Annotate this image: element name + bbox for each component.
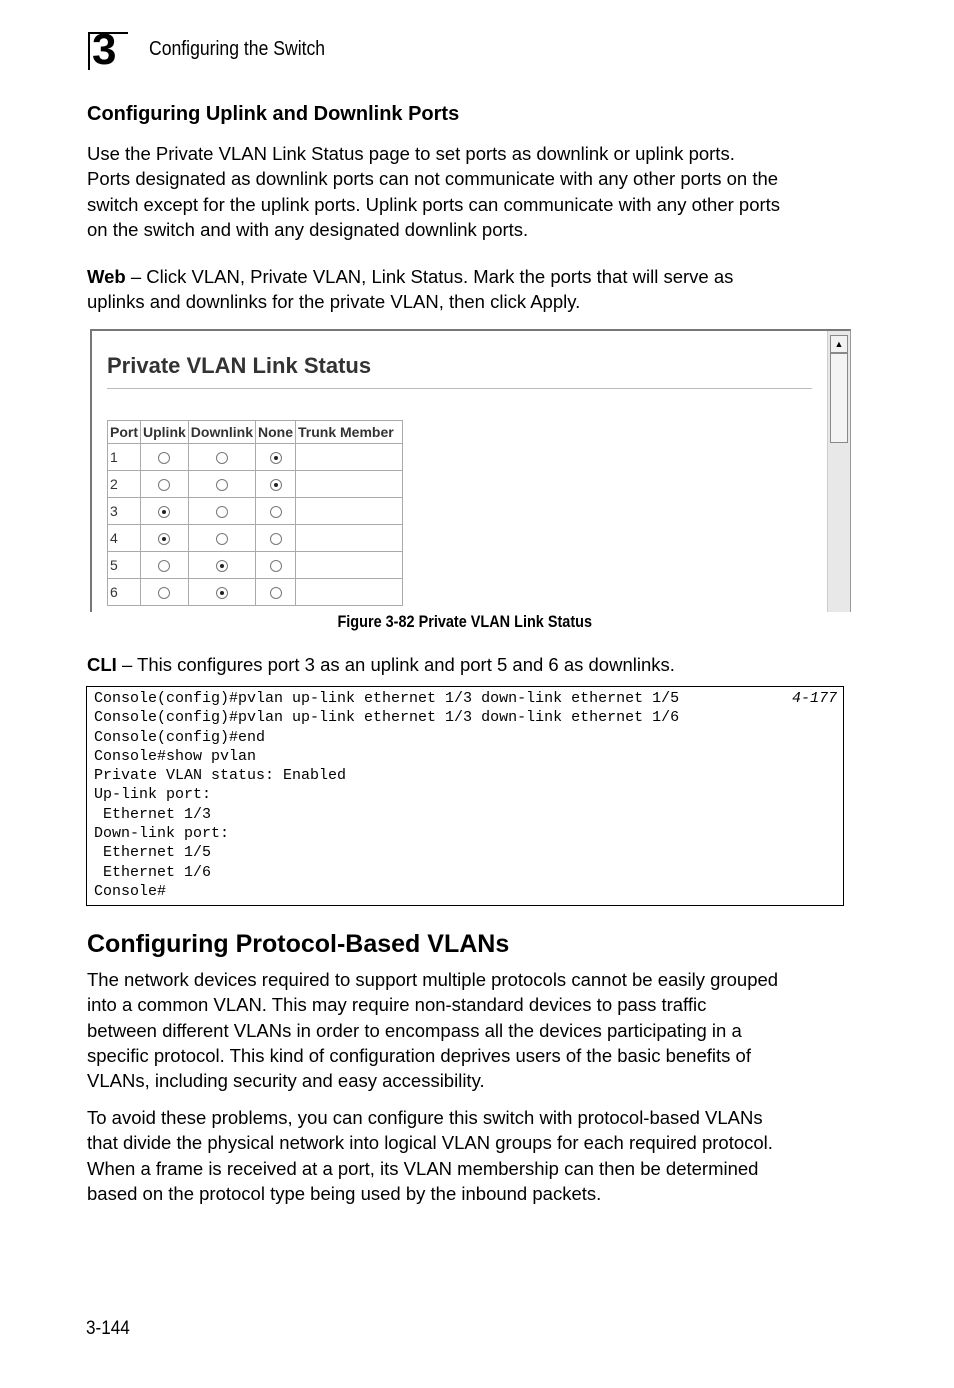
code-line: Ethernet 1/6 xyxy=(94,863,212,881)
code-line: Console(config)#pvlan up-link ethernet 1/3 down-link ethernet 1/6 xyxy=(94,709,680,727)
scroll-thumb[interactable] xyxy=(830,353,848,443)
private-vlan-screenshot xyxy=(90,329,851,612)
downlink-radio[interactable] xyxy=(216,479,228,491)
none-radio[interactable] xyxy=(270,506,282,518)
intro-line: on the switch and with any designated downlink ports. xyxy=(87,218,529,240)
none-radio[interactable] xyxy=(270,560,282,572)
downlink-radio[interactable] xyxy=(216,506,228,518)
web-label: Web xyxy=(87,266,126,287)
cli-description xyxy=(87,652,862,677)
trunk-member-cell xyxy=(296,525,403,552)
cli-text: – This configures port 3 as an uplink and port 5 and 6 as downlinks. xyxy=(116,654,675,675)
code-line: Console(config)#pvlan up-link ethernet 1/3 down-link ethernet 1/5 xyxy=(94,690,680,707)
web-line: uplinks and downlinks for the private VLAN, then click Apply. xyxy=(87,291,581,313)
port-number: 1 xyxy=(108,444,141,471)
trunk-member-cell xyxy=(296,579,403,606)
downlink-radio[interactable] xyxy=(216,560,228,572)
screenshot-page-title: Private VLAN Link Status xyxy=(107,353,372,378)
uplink-radio[interactable] xyxy=(158,560,170,572)
uplink-radio[interactable] xyxy=(158,452,170,464)
port-number: 4 xyxy=(108,525,141,552)
uplink-radio[interactable] xyxy=(158,506,170,518)
title-divider xyxy=(107,388,812,389)
web-line: – Click VLAN, Private VLAN, Link Status. Mark the ports that will serve as xyxy=(125,266,734,287)
table-row xyxy=(108,525,403,552)
intro-line: switch except for the uplink ports. Uplink ports can communicate with any other ports xyxy=(87,193,781,215)
code-line: Console(config)#end xyxy=(94,728,266,746)
table-row xyxy=(108,552,403,579)
intro-line: Use the Private VLAN Link Status page to set ports as downlink or uplink ports. xyxy=(87,143,735,164)
trunk-member-cell xyxy=(296,498,403,525)
scroll-up-arrow-icon[interactable]: ▲ xyxy=(830,335,848,353)
command-reference: 4-177 xyxy=(791,690,837,707)
table-row xyxy=(108,498,403,525)
column-header-uplink: Uplink xyxy=(141,421,189,444)
code-line: Private VLAN status: Enabled xyxy=(94,767,347,785)
page-number: 3-144 xyxy=(86,1318,130,1339)
chapter-number: 3 xyxy=(92,25,117,74)
uplink-radio[interactable] xyxy=(158,479,170,491)
intro-paragraph xyxy=(87,141,862,242)
none-radio[interactable] xyxy=(270,452,282,464)
port-number: 2 xyxy=(108,471,141,498)
column-header-trunk-member: Trunk Member xyxy=(296,421,403,444)
chapter-number-box xyxy=(88,25,128,74)
trunk-member-cell xyxy=(296,444,403,471)
downlink-radio[interactable] xyxy=(216,587,228,599)
protocol-vlan-heading: Configuring Protocol-Based VLANs xyxy=(87,930,510,958)
uplink-radio[interactable] xyxy=(158,533,170,545)
table-row xyxy=(108,444,403,471)
intro-line: Ports designated as downlink ports can not communicate with any other ports on the xyxy=(87,168,779,190)
column-header-downlink: Downlink xyxy=(188,421,255,444)
port-number: 3 xyxy=(108,498,141,525)
table-row xyxy=(108,471,403,498)
table-row xyxy=(108,579,403,606)
downlink-radio[interactable] xyxy=(216,452,228,464)
table-header-row xyxy=(108,421,403,444)
code-line: Down-link port: xyxy=(94,825,230,843)
none-radio[interactable] xyxy=(270,587,282,599)
uplink-radio[interactable] xyxy=(158,587,170,599)
section-heading: Configuring Uplink and Downlink Ports xyxy=(87,103,460,125)
trunk-member-cell xyxy=(296,552,403,579)
trunk-member-cell xyxy=(296,471,403,498)
code-line: Console# xyxy=(94,882,167,900)
code-line: Console#show pvlan xyxy=(94,747,257,765)
column-header-port: Port xyxy=(108,421,141,444)
code-line: Ethernet 1/3 xyxy=(94,805,212,823)
port-number: 5 xyxy=(108,552,141,579)
downlink-radio[interactable] xyxy=(216,533,228,545)
code-line: Ethernet 1/5 xyxy=(94,844,212,862)
link-status-table xyxy=(107,420,403,606)
none-radio[interactable] xyxy=(270,533,282,545)
running-title: Configuring the Switch xyxy=(149,38,326,60)
vertical-scrollbar[interactable] xyxy=(827,331,850,612)
cli-label: CLI xyxy=(87,654,117,675)
port-number: 6 xyxy=(108,579,141,606)
web-instruction xyxy=(87,264,862,315)
none-radio[interactable] xyxy=(270,479,282,491)
protocol-paragraph-2: To avoid these problems, you can configure this switch with protocol-based VLANs that divide the physical network into logical VLAN groups for each required protocol. When a frame is received at a port, its VLAN membership can then be determined based on the protocol type being used by the inbound packets. xyxy=(87,1107,773,1204)
column-header-none: None xyxy=(256,421,296,444)
protocol-paragraph-1: The network devices required to support multiple protocols cannot be easily grouped into a common VLAN. This may require non-standard devices to pass traffic between different VLANs in order to encompass all the devices participating in a specific protocol. This kind of configuration deprives users of the basic benefits of VLANs, including security and easy accessibility. xyxy=(87,969,779,1092)
figure-caption: Figure 3-82 Private VLAN Link Status xyxy=(337,612,593,631)
code-line: Up-link port: xyxy=(94,786,212,804)
cli-code-block xyxy=(86,686,844,906)
